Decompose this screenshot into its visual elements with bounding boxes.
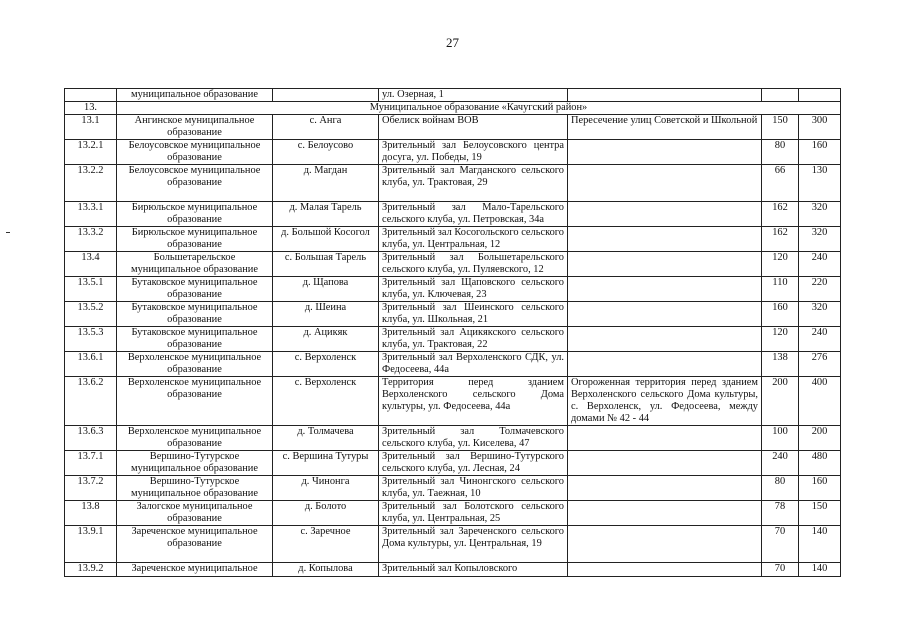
cell-place: Зрительный зал Щаповского сельского клуба, ул. Ключевая, 23 [379, 277, 568, 302]
cell-municipality: Верхоленское муниципальное образование [117, 426, 273, 451]
table-row [65, 563, 841, 577]
cell-v1: 66 [762, 165, 799, 202]
cell-settlement: с. Белоусово [273, 140, 379, 165]
cell-place: Зрительный зал Белоусовского центра досуга, ул. Победы, 19 [379, 140, 568, 165]
cell-extra [568, 476, 762, 501]
cell-place: Зрительный зал Шеинского сельского клуба, ул. Школьная, 21 [379, 302, 568, 327]
cell-extra [568, 165, 762, 202]
cell-extra: Огороженная территория перед зданием Верхоленского сельского Дома культуры, с. Верхоленск, ул. Федосеева, между домами № 42 - 44 [568, 377, 762, 426]
table-row [65, 115, 841, 140]
cell-municipality: Белоусовское муниципальное образование [117, 140, 273, 165]
cell-place: Зрительный зал Мало-Тарельского сельского клуба, ул. Петровская, 34а [379, 202, 568, 227]
cell-v1: 162 [762, 227, 799, 252]
cell-v1: 110 [762, 277, 799, 302]
table-row [65, 140, 841, 165]
cell-place: Зрительный зал Большетарельского сельского клуба, ул. Пуляевского, 12 [379, 252, 568, 277]
table-row [65, 277, 841, 302]
cell-extra [568, 277, 762, 302]
cell-num: 13.9.2 [65, 563, 117, 577]
table-row [65, 352, 841, 377]
cell-place: Зрительный зал Зареченского сельского Дома культуры, ул. Центральная, 19 [379, 526, 568, 563]
table-row [65, 327, 841, 352]
cell-v1: 100 [762, 426, 799, 451]
cell-v2: 200 [799, 426, 841, 451]
cell-settlement [273, 89, 379, 102]
cell-extra [568, 451, 762, 476]
cell-v2: 400 [799, 377, 841, 426]
cell-settlement: д. Копылова [273, 563, 379, 577]
cell-municipality: Ангинское муниципальное образование [117, 115, 273, 140]
cell-v2: 320 [799, 227, 841, 252]
cell-municipality: Бирюльское муниципальное образование [117, 202, 273, 227]
cell-v1: 70 [762, 526, 799, 563]
cell-settlement: с. Заречное [273, 526, 379, 563]
cell-v2: 150 [799, 501, 841, 526]
cell-municipality: Большетарельское муниципальное образование [117, 252, 273, 277]
table-row [65, 451, 841, 476]
cell-settlement: д. Толмачева [273, 426, 379, 451]
cell-place: Зрительный зал Верхоленского СДК, ул. Федосеева, 44а [379, 352, 568, 377]
cell-v1: 80 [762, 476, 799, 501]
cell-extra [568, 327, 762, 352]
cell-place: ул. Озерная, 1 [379, 89, 568, 102]
cell-place: Зрительный зал Ацикякского сельского клуба, ул. Трактовая, 22 [379, 327, 568, 352]
cell-settlement: д. Магдан [273, 165, 379, 202]
table-row [65, 526, 841, 563]
cell-num [65, 89, 117, 102]
cell-v2: 140 [799, 526, 841, 563]
cell-v2: 160 [799, 476, 841, 501]
cell-v2: 320 [799, 202, 841, 227]
cell-v2: 276 [799, 352, 841, 377]
cell-municipality: Вершино-Тутурское муниципальное образование [117, 451, 273, 476]
page-number: 27 [446, 35, 459, 50]
cell-num: 13.7.1 [65, 451, 117, 476]
cell-v2 [799, 89, 841, 102]
cell-extra [568, 252, 762, 277]
cell-v1: 160 [762, 302, 799, 327]
cell-place: Территория перед зданием Верхоленского сельского Дома культуры, ул. Федосеева, 44а [379, 377, 568, 426]
cell-municipality: муниципальное образование [117, 89, 273, 102]
cell-num: 13.1 [65, 115, 117, 140]
cell-num: 13.2.1 [65, 140, 117, 165]
cell-settlement: д. Щапова [273, 277, 379, 302]
cell-settlement: д. Чинонга [273, 476, 379, 501]
cell-municipality: Белоусовское муниципальное образование [117, 165, 273, 202]
cell-extra [568, 426, 762, 451]
cell-num: 13.2.2 [65, 165, 117, 202]
cell-place: Зрительный зал Толмачевского сельского клуба, ул. Киселева, 47 [379, 426, 568, 451]
cell-municipality: Верхоленское муниципальное образование [117, 352, 273, 377]
continuation-row [65, 89, 841, 102]
section-row [65, 102, 841, 115]
cell-num: 13.5.3 [65, 327, 117, 352]
cell-municipality: Зареченское муниципальное образование [117, 526, 273, 563]
cell-v2: 130 [799, 165, 841, 202]
cell-settlement: д. Болото [273, 501, 379, 526]
section-number: 13. [65, 102, 117, 115]
cell-settlement: с. Верхоленск [273, 352, 379, 377]
cell-v1: 150 [762, 115, 799, 140]
cell-num: 13.5.1 [65, 277, 117, 302]
table-row [65, 165, 841, 202]
cell-v2: 320 [799, 302, 841, 327]
table-row [65, 476, 841, 501]
cell-num: 13.6.2 [65, 377, 117, 426]
cell-v1: 240 [762, 451, 799, 476]
cell-extra [568, 140, 762, 165]
cell-extra [568, 202, 762, 227]
cell-v2: 140 [799, 563, 841, 577]
cell-municipality: Бутаковское муниципальное образование [117, 302, 273, 327]
cell-num: 13.5.2 [65, 302, 117, 327]
table-row [65, 426, 841, 451]
cell-settlement: с. Анга [273, 115, 379, 140]
cell-municipality: Бутаковское муниципальное образование [117, 327, 273, 352]
cell-num: 13.6.1 [65, 352, 117, 377]
section-title: Муниципальное образование «Качугский район» [117, 102, 841, 115]
cell-extra [568, 227, 762, 252]
cell-extra: Пересечение улиц Советской и Школьной [568, 115, 762, 140]
cell-municipality: Бирюльское муниципальное образование [117, 227, 273, 252]
cell-place: Зрительный зал Чинонгского сельского клуба, ул. Таежная, 10 [379, 476, 568, 501]
cell-v1: 120 [762, 252, 799, 277]
cell-v1: 78 [762, 501, 799, 526]
cell-settlement: д. Шеина [273, 302, 379, 327]
cell-settlement: д. Малая Тарель [273, 202, 379, 227]
table-row [65, 377, 841, 426]
cell-num: 13.4 [65, 252, 117, 277]
cell-municipality: Верхоленское муниципальное образование [117, 377, 273, 426]
cell-v1: 162 [762, 202, 799, 227]
cell-place: Зрительный зал Вершино-Тутурского сельского клуба, ул. Лесная, 24 [379, 451, 568, 476]
cell-v1 [762, 89, 799, 102]
cell-num: 13.7.2 [65, 476, 117, 501]
cell-settlement: с. Вершина Тутуры [273, 451, 379, 476]
cell-extra [568, 89, 762, 102]
cell-extra [568, 352, 762, 377]
cell-num: 13.6.3 [65, 426, 117, 451]
cell-v2: 300 [799, 115, 841, 140]
cell-v1: 70 [762, 563, 799, 577]
cell-place: Зрительный зал Болотского сельского клуба, ул. Центральная, 25 [379, 501, 568, 526]
cell-extra [568, 526, 762, 563]
cell-municipality: Бутаковское муниципальное образование [117, 277, 273, 302]
cell-extra [568, 302, 762, 327]
cell-v2: 240 [799, 252, 841, 277]
table-row [65, 227, 841, 252]
cell-place: Обелиск войнам ВОВ [379, 115, 568, 140]
cell-v2: 240 [799, 327, 841, 352]
table-row [65, 302, 841, 327]
cell-v2: 160 [799, 140, 841, 165]
cell-extra [568, 563, 762, 577]
cell-settlement: с. Верхоленск [273, 377, 379, 426]
cell-v2: 220 [799, 277, 841, 302]
cell-municipality: Залогское муниципальное образование [117, 501, 273, 526]
cell-v1: 138 [762, 352, 799, 377]
cell-num: 13.8 [65, 501, 117, 526]
cell-place: Зрительный зал Косогольского сельского клуба, ул. Центральная, 12 [379, 227, 568, 252]
cell-num: 13.9.1 [65, 526, 117, 563]
cell-v1: 200 [762, 377, 799, 426]
cell-place: Зрительный зал Магданского сельского клуба, ул. Трактовая, 29 [379, 165, 568, 202]
cell-municipality: Зареченское муниципальное [117, 563, 273, 577]
venues-table [64, 88, 841, 577]
cell-municipality: Вершино-Тутурское муниципальное образование [117, 476, 273, 501]
table-row [65, 252, 841, 277]
table-row [65, 202, 841, 227]
cell-num: 13.3.1 [65, 202, 117, 227]
cell-num: 13.3.2 [65, 227, 117, 252]
cell-v1: 80 [762, 140, 799, 165]
cell-settlement: с. Большая Тарель [273, 252, 379, 277]
cell-extra [568, 501, 762, 526]
cell-settlement: д. Ацикяк [273, 327, 379, 352]
cell-place: Зрительный зал Копыловского [379, 563, 568, 577]
table-row [65, 501, 841, 526]
cell-v2: 480 [799, 451, 841, 476]
margin-mark [6, 232, 10, 233]
cell-v1: 120 [762, 327, 799, 352]
cell-settlement: д. Большой Косогол [273, 227, 379, 252]
